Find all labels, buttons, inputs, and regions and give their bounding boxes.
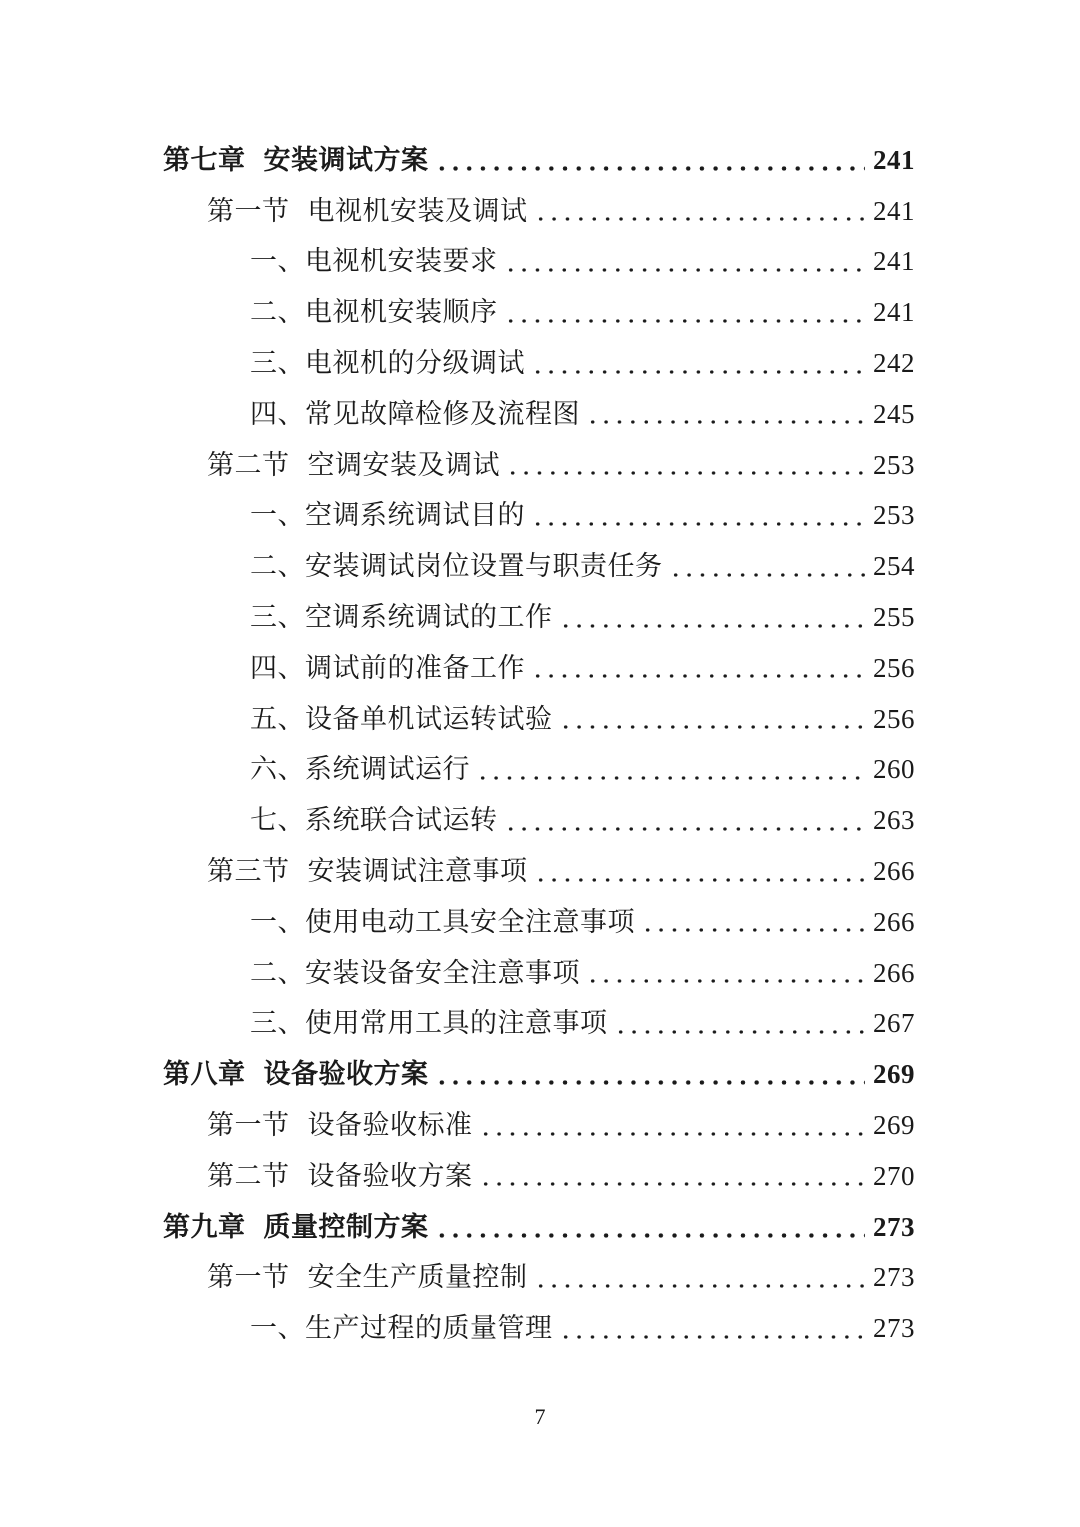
dot-leader: [534, 217, 866, 221]
toc-entry-number: 六、: [250, 754, 305, 786]
toc-entry-number: 第二节: [207, 1160, 290, 1192]
toc-entry-line: [250, 398, 915, 430]
toc-entry-page: 255: [873, 602, 915, 633]
dot-leader: [504, 268, 866, 272]
toc-entry-page: 270: [873, 1160, 915, 1191]
toc-entry-title: 使用电动工具安全注意事项: [305, 906, 635, 938]
toc-entry-line: [207, 1160, 915, 1192]
toc-entry-line: [250, 602, 915, 634]
dot-leader: [559, 624, 866, 628]
dot-leader: [559, 1335, 866, 1339]
toc-entry[interactable]: [0, 1151, 1080, 1202]
toc-entry-page: 241: [873, 297, 915, 328]
toc-entry[interactable]: [0, 1253, 1080, 1304]
dot-leader: [506, 471, 865, 475]
toc-entry-title: 常见故障检修及流程图: [305, 398, 580, 430]
dot-leader: [435, 1080, 866, 1085]
dot-leader: [435, 166, 866, 171]
toc-entry-line: [207, 1262, 915, 1294]
dot-leader: [479, 1182, 866, 1186]
table-of-contents: [0, 135, 1080, 1354]
toc-entry-page: 266: [873, 957, 915, 988]
toc-entry-number: 四、: [250, 398, 305, 430]
toc-entry-page: 269: [873, 1059, 915, 1090]
toc-entry-number: 三、: [250, 602, 305, 634]
toc-entry-page: 263: [873, 805, 915, 836]
toc-entry-page: 267: [873, 1008, 915, 1039]
toc-entry-page: 256: [873, 703, 915, 734]
toc-entry[interactable]: [0, 1303, 1080, 1354]
toc-entry-number: 第二节: [207, 449, 290, 481]
toc-entry[interactable]: [0, 1049, 1080, 1100]
toc-entry-page: 245: [873, 398, 915, 429]
toc-entry-title: 设备验收方案: [263, 1059, 429, 1091]
toc-entry[interactable]: [0, 135, 1080, 186]
toc-entry-page: 253: [873, 500, 915, 531]
toc-entry-line: [163, 1059, 915, 1091]
toc-entry-page: 260: [873, 754, 915, 785]
dot-leader: [534, 1284, 866, 1288]
toc-entry-title: 安装设备安全注意事项: [305, 957, 580, 989]
dot-leader: [531, 522, 865, 526]
toc-entry-title: 使用常用工具的注意事项: [305, 1008, 608, 1040]
toc-entry-line: [207, 195, 915, 227]
toc-entry-title: 设备验收标准: [307, 1110, 473, 1142]
toc-entry-number: 四、: [250, 652, 305, 684]
toc-entry-number: 五、: [250, 703, 305, 735]
toc-entry-title: 电视机安装要求: [305, 246, 498, 278]
toc-entry-line: [250, 652, 915, 684]
toc-entry-page: 253: [873, 449, 915, 480]
toc-entry-line: [207, 856, 915, 888]
toc-entry[interactable]: [0, 948, 1080, 999]
toc-entry-title: 空调系统调试的工作: [305, 602, 553, 634]
toc-entry-number: 第三节: [207, 856, 290, 888]
dot-leader: [479, 1132, 866, 1136]
toc-entry[interactable]: [0, 491, 1080, 542]
dot-leader: [435, 1233, 866, 1238]
toc-entry-line: [207, 449, 915, 481]
toc-entry-page: 241: [873, 246, 915, 277]
toc-entry-title: 安装调试岗位设置与职责任务: [305, 551, 663, 583]
toc-entry[interactable]: [0, 795, 1080, 846]
toc-entry-line: [163, 1211, 915, 1243]
dot-leader: [614, 1030, 866, 1034]
toc-entry-line: [207, 1110, 915, 1142]
toc-entry-page: 273: [873, 1313, 915, 1344]
toc-entry[interactable]: [0, 745, 1080, 796]
toc-entry-title: 空调系统调试目的: [305, 500, 525, 532]
dot-leader: [504, 827, 866, 831]
toc-entry-number: 二、: [250, 957, 305, 989]
toc-entry-number: 三、: [250, 348, 305, 380]
toc-entry[interactable]: [0, 287, 1080, 338]
toc-entry-title: 质量控制方案: [263, 1211, 429, 1243]
dot-leader: [586, 420, 865, 424]
toc-entry-line: [250, 957, 915, 989]
toc-entry-line: [250, 703, 915, 735]
dot-leader: [531, 674, 865, 678]
toc-entry-line: [250, 551, 915, 583]
toc-entry-number: 第八章: [163, 1059, 246, 1091]
toc-entry[interactable]: [0, 694, 1080, 745]
toc-entry[interactable]: [0, 338, 1080, 389]
toc-entry-number: 一、: [250, 246, 305, 278]
toc-entry-page: 242: [873, 348, 915, 379]
toc-entry[interactable]: [0, 1100, 1080, 1151]
toc-entry[interactable]: [0, 897, 1080, 948]
toc-entry[interactable]: [0, 440, 1080, 491]
toc-entry[interactable]: [0, 389, 1080, 440]
dot-leader: [669, 573, 866, 577]
toc-entry-number: 第九章: [163, 1211, 246, 1243]
toc-entry-line: [163, 144, 915, 176]
toc-entry-number: 第一节: [207, 1262, 290, 1294]
toc-entry-title: 电视机的分级调试: [305, 348, 525, 380]
toc-entry-title: 安装调试方案: [263, 144, 429, 176]
toc-entry-title: 安全生产质量控制: [307, 1262, 528, 1294]
toc-entry-number: 第一节: [207, 1110, 290, 1142]
toc-entry-page: 273: [873, 1211, 915, 1242]
toc-entry[interactable]: [0, 592, 1080, 643]
toc-entry-page: 254: [873, 551, 915, 582]
toc-entry-line: [250, 500, 915, 532]
toc-entry-title: 电视机安装及调试: [307, 195, 528, 227]
toc-entry-line: [250, 754, 915, 786]
toc-entry-number: 第七章: [163, 144, 246, 176]
toc-entry-page: 256: [873, 652, 915, 683]
toc-entry-number: 三、: [250, 1008, 305, 1040]
toc-entry-page: 266: [873, 906, 915, 937]
toc-entry-number: 第一节: [207, 195, 290, 227]
toc-entry-page: 266: [873, 856, 915, 887]
toc-entry[interactable]: [0, 237, 1080, 288]
toc-entry-title: 安装调试注意事项: [307, 856, 528, 888]
toc-entry-number: 一、: [250, 906, 305, 938]
toc-entry[interactable]: [0, 846, 1080, 897]
toc-entry-title: 空调安装及调试: [307, 449, 500, 481]
toc-entry-title: 电视机安装顺序: [305, 297, 498, 329]
toc-entry-line: [250, 906, 915, 938]
dot-leader: [586, 979, 865, 983]
toc-entry-number: 一、: [250, 1313, 305, 1345]
toc-entry-page: 269: [873, 1110, 915, 1141]
toc-entry-page: 273: [873, 1262, 915, 1293]
toc-entry-title: 系统联合试运转: [305, 805, 498, 837]
dot-leader: [559, 725, 866, 729]
toc-entry-line: [250, 805, 915, 837]
toc-entry-line: [250, 246, 915, 278]
toc-entry[interactable]: [0, 643, 1080, 694]
dot-leader: [641, 928, 865, 932]
toc-entry[interactable]: [0, 541, 1080, 592]
toc-entry-number: 二、: [250, 551, 305, 583]
page-number: 7: [534, 1404, 546, 1429]
toc-entry-number: 七、: [250, 805, 305, 837]
toc-entry-title: 设备验收方案: [307, 1160, 473, 1192]
toc-entry-title: 生产过程的质量管理: [305, 1313, 553, 1345]
dot-leader: [476, 776, 865, 780]
toc-entry[interactable]: [0, 999, 1080, 1050]
toc-entry-line: [250, 1008, 915, 1040]
toc-entry[interactable]: [0, 186, 1080, 237]
dot-leader: [531, 370, 865, 374]
toc-entry-line: [250, 348, 915, 380]
toc-entry-line: [250, 297, 915, 329]
dot-leader: [534, 878, 866, 882]
toc-entry-number: 一、: [250, 500, 305, 532]
toc-entry-title: 系统调试运行: [305, 754, 470, 786]
toc-entry-title: 调试前的准备工作: [305, 652, 525, 684]
dot-leader: [504, 319, 866, 323]
toc-entry-page: 241: [873, 195, 915, 226]
toc-entry-number: 二、: [250, 297, 305, 329]
toc-entry-line: [250, 1313, 915, 1345]
toc-entry[interactable]: [0, 1202, 1080, 1253]
toc-entry-page: 241: [873, 144, 915, 175]
toc-entry-title: 设备单机试运转试验: [305, 703, 553, 735]
